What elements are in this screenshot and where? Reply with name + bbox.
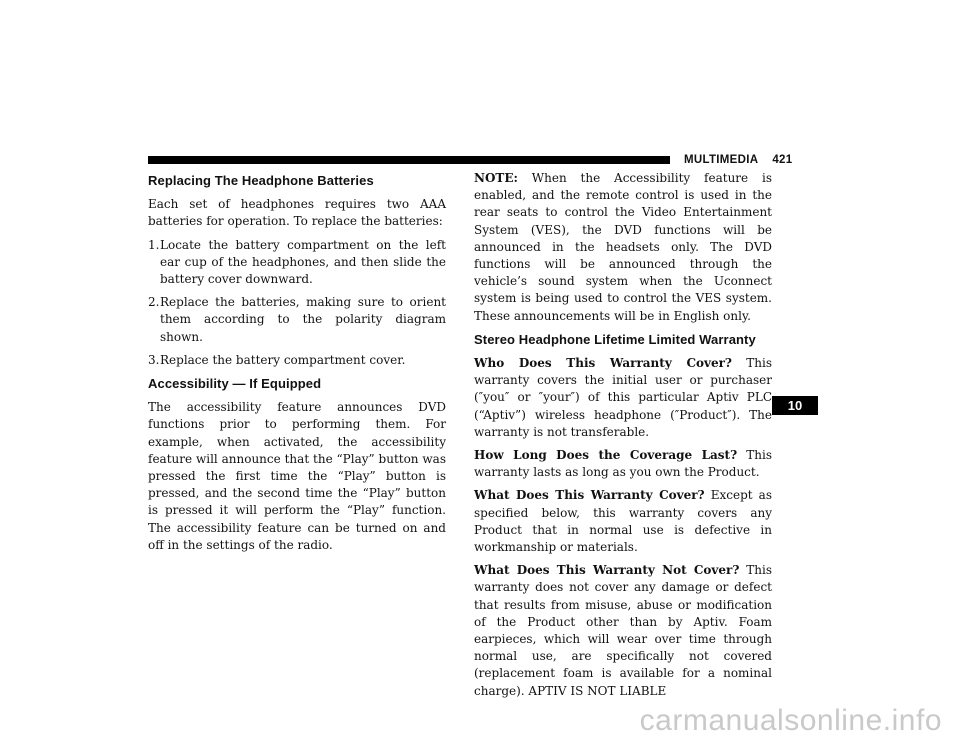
warranty-not-cover: [474, 562, 772, 700]
header-page-number: 421: [772, 154, 793, 166]
note-label: NOTE:: [474, 171, 518, 185]
warranty-answer: This warranty does not cover any damage or defect that results from misuse, abuse or modification of the Product other than by Aptiv. Foam earpieces, which will wear over time through normal use, are specifically not covered (replacement foam is available for a nominal charge). APTIV IS NOT LIABLE: [474, 563, 772, 698]
warranty-question: How Long Does the Coverage Last?: [474, 448, 738, 463]
header-section: MULTIMEDIA: [684, 154, 759, 166]
warranty-answer: This warranty lasts as long as you own the Product.: [474, 448, 772, 480]
watermark: carmanualsonline.info: [639, 704, 942, 737]
header-rule: [148, 156, 670, 164]
step-text: Locate the battery compartment on the left ear cup of the headphones, and then slide the battery cover downward.: [160, 237, 446, 287]
running-header: [684, 154, 792, 166]
warranty-question: Who Does This Warranty Cover?: [474, 356, 732, 371]
left-column: [148, 170, 446, 560]
accessibility-paragraph: The accessibility feature announces DVD functions prior to performing them. For example, when activated, the accessibility feature will announce that the “Play” button was pressed the first time the “Play” button is pressed, and the second time the “Play” button is pressed it will perform the “Play” function. The accessibility feature can be turned on and off in the settings of the radio.: [148, 400, 446, 552]
step-number: 1.: [148, 237, 160, 252]
step-number: 2.: [148, 295, 160, 310]
warranty-how-long: [474, 447, 772, 481]
warranty-answer: Except as specified below, this warranty covers any Product that in normal use is defective in workmanship or materials.: [474, 488, 772, 555]
right-column: [474, 170, 772, 706]
warranty-question: What Does This Warranty Not Cover?: [474, 563, 740, 578]
step-text: Replace the batteries, making sure to orient them according to the polarity diagram shown.: [160, 295, 446, 344]
step-number: 3.: [148, 352, 160, 367]
warranty-what-covers: [474, 487, 772, 556]
list-item: [148, 352, 446, 369]
note-text: When the Accessibility feature is enabled, and the remote control is used in the rear seats to control the Video Entertainment System (VES), the DVD functions will be announced in the headsets only. The DVD functions will be announced through the vehicle’s sound system when the Uconnect system is being used to control the VES system. These announcements will be in English only.: [474, 171, 772, 323]
chapter-tab: 10: [772, 396, 818, 415]
list-item: [148, 237, 446, 289]
step-text: Replace the battery compartment cover.: [160, 352, 406, 367]
heading-accessibility: Accessibility — If Equipped: [148, 376, 322, 392]
warranty-who: [474, 355, 772, 441]
note-paragraph: [474, 170, 772, 325]
warranty-question: What Does This Warranty Cover?: [474, 488, 705, 503]
heading-replacing-batteries: Replacing The Headphone Batteries: [148, 173, 374, 188]
batteries-intro: Each set of headphones requires two AAA batteries for operation. To replace the batteries:: [148, 197, 446, 229]
warranty-answer: This warranty covers the initial user or purchaser (″you″ or ″your″) of this particular Aptiv PLC (“Aptiv”) wireless headphone (″Product″). The warranty is not transferable.: [474, 356, 772, 439]
heading-warranty: Stereo Headphone Lifetime Limited Warranty: [474, 331, 756, 347]
list-item: [148, 294, 446, 346]
